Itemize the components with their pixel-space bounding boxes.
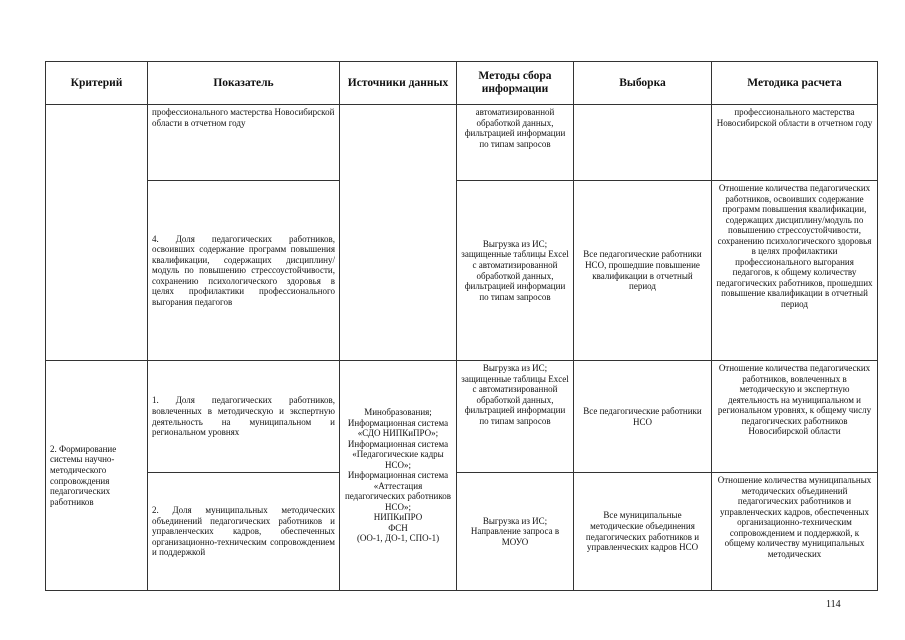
methods-cell: Выгрузка из ИС; защищенные таблицы Excel с автоматизированной обработкой данных, фильтрацией информации по типам запросов <box>457 361 574 473</box>
indicator-cell: 1. Доля педагогических работников, вовлеченных в методическую и экспертную деятельность на муниципальном и региональном уровнях <box>148 361 340 473</box>
header-collection-methods: Методы сбора информации <box>457 62 574 105</box>
indicator-cell: 2. Доля муниципальных методических объединений педагогических работников и управленческих кадров, обеспеченных организационно-техническим сопровождением и поддержкой <box>148 473 340 591</box>
header-calculation-method: Методика расчета <box>712 62 878 105</box>
methods-cell: автоматизированной обработкой данных, фильтрацией информации по типам запросов <box>457 105 574 181</box>
criterion-cell: 2. Формирование системы научно-методического сопровождения педагогических работников <box>46 361 148 591</box>
header-indicator: Показатель <box>148 62 340 105</box>
table-header-row <box>46 62 878 105</box>
calc-method-cell: профессионального мастерства Новосибирской области в отчетном году <box>712 105 878 181</box>
calc-method-cell: Отношение количества педагогических работников, вовлеченных в методическую и экспертную деятельность на муниципальном и региональном уровнях, к общему числу педагогических работников Новосибирской области <box>712 361 878 473</box>
indicator-cell: 4. Доля педагогических работников, освоивших содержание программ повышения квалификации, содержащих дисциплину/модуль по повышению стрессоустойчивости, сохранению психологического здоровья в целях профилактики профессионального выгорания педагогов <box>148 181 340 361</box>
criterion-cell-continued <box>46 105 148 361</box>
sample-cell: Все муниципальные методические объединения педагогических работников и управленческих кадров НСО <box>574 473 712 591</box>
page-number: 114 <box>826 599 841 610</box>
methods-cell: Выгрузка из ИС; Направление запроса в МОУО <box>457 473 574 591</box>
header-sample: Выборка <box>574 62 712 105</box>
sources-cell-continued <box>340 105 457 361</box>
calc-method-cell: Отношение количества педагогических работников, освоивших содержание программ повышения квалификации, содержащих дисциплину/модуль по повышению стрессоустойчивости, сохранению психологического здоровья в целях профилактики профессионального выгорания педагогов, к общему количеству педагогических работников, прошедших повышение квалификации в отчетный период <box>712 181 878 361</box>
methods-cell: Выгрузка из ИС; защищенные таблицы Excel с автоматизированной обработкой данных, фильтрацией информации по типам запросов <box>457 181 574 361</box>
sample-cell: Все педагогические работники НСО, прошедшие повышение квалификации в отчетный период <box>574 181 712 361</box>
table-row <box>46 105 878 181</box>
header-criterion: Критерий <box>46 62 148 105</box>
sample-cell: Все педагогические работники НСО <box>574 361 712 473</box>
calc-method-cell: Отношение количества муниципальных методических объединений педагогических работников и управленческих кадров, обеспеченных организационно-техническим сопровождением и поддержкой, к общему количеству муниципальных методических <box>712 473 878 591</box>
table-row <box>46 473 878 591</box>
table-row <box>46 181 878 361</box>
header-data-sources: Источники данных <box>340 62 457 105</box>
criteria-table <box>45 61 878 591</box>
sources-cell: Минобразования; Информационная система «СДО НИПКиПРО»; Информационная система «Педагогические кадры НСО»; Информационная система «Аттестация педагогических работников НСО»; НИПКиПРО ФСН (ОО-1, ДО-1, СПО-1) <box>340 361 457 591</box>
table-row <box>46 361 878 473</box>
indicator-cell: профессионального мастерства Новосибирской области в отчетном году <box>148 105 340 181</box>
sample-cell <box>574 105 712 181</box>
